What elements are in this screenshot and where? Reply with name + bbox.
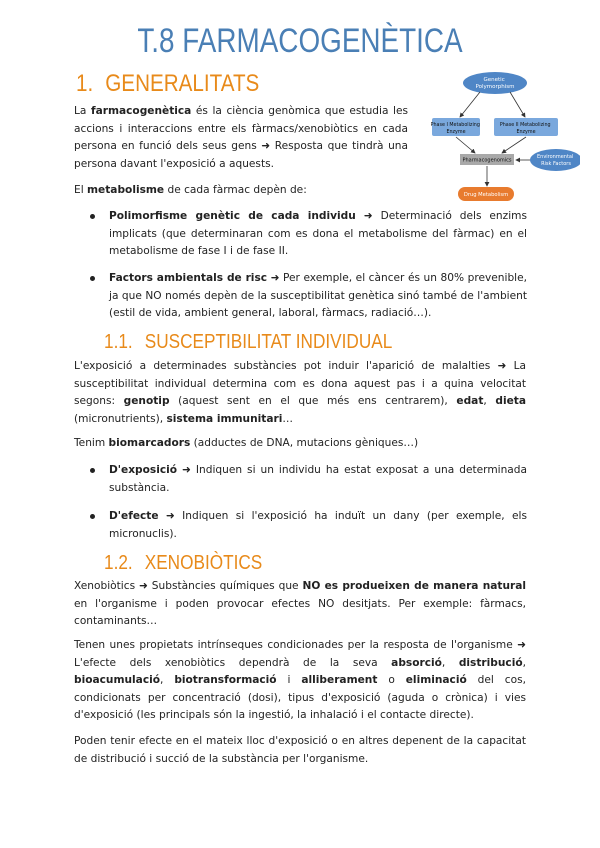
section-heading-generalitats xyxy=(76,70,259,98)
page-title: T.8 FARMACOGENÈTICA xyxy=(137,22,463,60)
list-item: D'exposició ➜ Indiquen si un individu ha estat exposat a una determinada substància. xyxy=(109,464,527,494)
phase2-label-1: Phase II Metabolizing xyxy=(499,123,551,128)
paragraph-definition: La farmacogenètica és la ciència genòmica que estudia les accions i interaccions entre els fàrmacs/xenobiòtics en cada persona en funció dels seus gens ➜ Resposta que tindrà una persona davant l'exposició a aquests. xyxy=(74,105,409,170)
genetic-label-1: Genetic xyxy=(483,77,505,83)
environmental-label-1: Environmental xyxy=(537,154,574,160)
arrow xyxy=(460,92,480,117)
section-title: SUSCEPTIBILITAT INDIVIDUAL xyxy=(144,331,393,353)
phase2-label-2: Enzyme xyxy=(516,130,536,135)
paragraph-effect-location: Poden tenir efecte en el mateix lloc d'exposició o en altres depenent de la capacitat de distribució i succió de la substància per l'organisme. xyxy=(74,735,526,765)
list-item: Factors ambientals de risc ➜ Per exemple, el càncer és un 80% prevenible, ja que NO només depèn de la susceptibilitat genètica sinó també de l'ambient (estil de vida, ambient general, laboral, fàrmacs, radiació…). xyxy=(109,272,528,320)
section-number: 1.2. xyxy=(104,552,133,574)
bullet-dot xyxy=(90,468,95,473)
section-number: 1. xyxy=(76,70,94,97)
arrow xyxy=(502,137,526,153)
pharmacogenomics-label: Pharmacogenomics xyxy=(462,157,512,164)
section-number: 1.1. xyxy=(104,331,133,353)
list-item: D'efecte ➜ Indiquen si l'exposició ha induït un dany (per exemple, els micronuclis). xyxy=(109,510,527,540)
section-title: XENOBIÒTICS xyxy=(144,552,263,574)
bullet-dot xyxy=(90,214,95,219)
drug-metabolism-label: Drug Metabolism xyxy=(463,192,509,198)
environmental-risk-node xyxy=(530,149,580,171)
section-heading-susceptibilitat xyxy=(104,331,392,354)
bullet-dot xyxy=(90,276,95,281)
paragraph-properties: Tenen unes propietats intrínseques condicionades per la resposta de l'organisme ➜ L'efecte dels xenobiòtics dependrà de la seva absorció, distribució, bioacumulació, biotransformació i alliberament o eliminació del cos, condicionats per concentració (dosi), tipus d'exposició (aguda o crònica) i vies d'exposició (les principals són la ingestió, la inhalació i el contacte directe). xyxy=(74,639,526,722)
paragraph-exposure: L'exposició a determinades substàncies pot induir l'aparició de malalties ➜ La susceptibilitat individual determina com es dona aquest pas i a quina velocitat segons: genotip (aquest sent en el que més ens centrarem), edat, dieta (micronutrients), sistema immunitari… xyxy=(74,360,526,425)
bullet-dot xyxy=(90,514,95,519)
paragraph-xenobiotics-def: Xenobiòtics ➜ Substàncies químiques que NO es produeixen de manera natural en l'organisme i poden provocar efectes NO desitjats. Per exemple: fàrmacs, contaminants… xyxy=(74,580,526,628)
svg-text:Environmental Risk Factors xyxy=(537,154,575,167)
arrow xyxy=(456,137,475,153)
phase1-label-1: Phase I Metabolizing xyxy=(430,123,480,128)
genetic-label-2: Polymorphism xyxy=(475,84,515,90)
phase1-label-2: Enzyme xyxy=(446,130,466,135)
arrow xyxy=(510,92,525,117)
genetic-polymorphism-node xyxy=(463,72,527,94)
section-title: GENERALITATS xyxy=(105,70,260,97)
paragraph-metabolism: El metabolisme de cada fàrmac depèn de: xyxy=(74,184,307,196)
environmental-label-2: Risk Factors xyxy=(541,161,571,167)
paragraph-biomarkers: Tenim biomarcadors (adductes de DNA, mutacions gèniques…) xyxy=(74,437,419,449)
section-heading-xenobiotics xyxy=(104,552,262,575)
list-item: Polimorfisme genètic de cada individu ➜ Determinació dels enzims implicats (que determinaran com es dona el metabolisme del fàrmac) en el metabolisme de fase I i de fase II. xyxy=(109,210,527,258)
